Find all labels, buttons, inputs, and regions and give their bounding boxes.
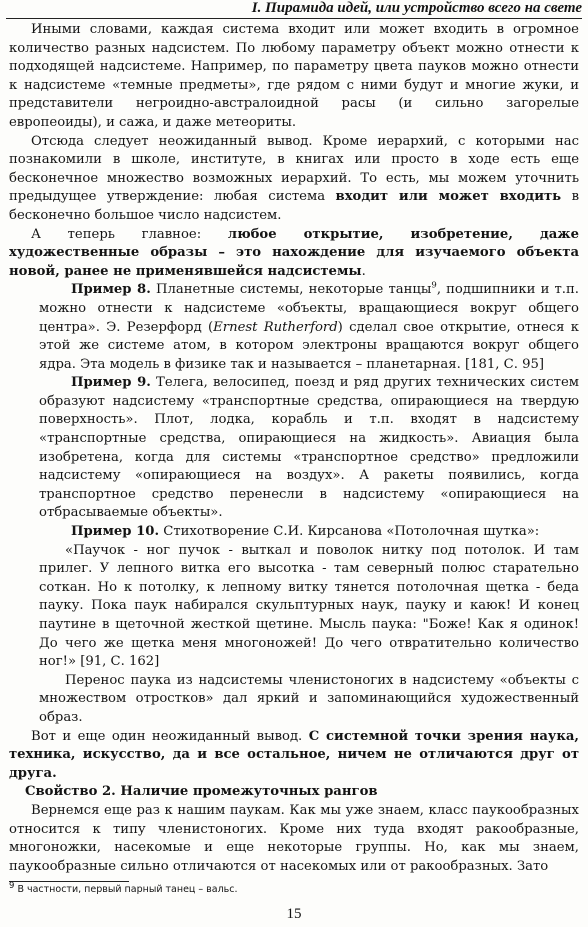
example-9-text: Телега, велосипед, поезд и ряд других технических систем образуют надсистему «транспортные средства, опирающиеся на твердую поверхность». Плот, лодка, корабль и т.п. входят в надсистему «транспортные средства, опирающиеся на жидкость». Авиация была изобретена, когда для системы «транспортное средство» предложили надсистему «опирающиеся на воздух». А ракеты появились, когда транспортное средство перенесли в надсистему «опирающиеся на отбрасываемые объекты». [39,375,580,521]
paragraph-2-text-a: Отсюда следует неожиданный вывод. Кроме иерархий, с которыми нас познакомили в школе, институте, в книгах или просто в ходе есть еще бесконечное множество возможных иерархий. То есть, мы можем уточнить предыдущее утверждение: любая система [9,133,579,205]
paragraph-2-text-c: в бесконечно большое число надсистем. [9,189,579,223]
paragraph-5: Вернемся еще раз к нашим паукам. Как мы уже знаем, класс паукообразных относится к типу членистоногих. Кроме них туда входят ракообразные, многоножки, насекомые и еще некоторые группы. Но, как мы знаем, паукообразные сильно отличаются от насекомых или от ракообразных. Зато [9,802,579,874]
footnote-number: 9 [9,880,15,891]
example-10-intro: Стихотворение С.И. Кирсанова «Потолочная шутка»: [159,524,540,540]
example-8 [39,281,579,374]
example-8-label: Пример 8. [71,282,151,298]
example-9-label: Пример 9. [71,375,151,391]
paragraph-1: Иными словами, каждая система входит или может входить в огромное количество разных надсистем. По любому параметру объект можно отнести к подходящей надсистеме. Например, по параметру цвета пауков можно отнести к надсистеме «темные предметы», где рядом с ними будут и многие жуки, и представители негроидно-австралоидной расы (и сильно загорелые европеоиды), и сажа, и даже метеориты. [9,22,579,130]
example-8-text-a: Планетные системы, некоторые танцы [150,282,432,298]
paragraph-3-text-a: А теперь главное: [31,226,228,242]
example-8-text-c: ) сделал свое открытие, отнеся к этой же системе атом, в котором электроны вращаются вокруг общего ядра. Эта модель в физике так и называется – планетарная. [181, С. 95] [39,319,579,372]
example-10-label: Пример 10. [71,524,160,540]
poem-quote: «Паучок - ног пучок - выткал и поволок нитку под потолок. И там прилег. У лепного витка его высотка - там северный полюс старательно соткан. Но к потолку, к лепному витку тянется потолочная щетка - беда пауку. Пока паук набирался скульптурных наук, пауку и каюк! И конец паутине в щеточной жесткой щетине. Мысль паука: "Боже! Как я одинок! До чего же щетка меня многоножей! До чего отвратительно количество ног!» [91, С. 162] [39,542,579,670]
example-10 [39,523,579,542]
paragraph-4-text-a: Вот и еще один неожиданный вывод. [31,728,309,744]
property-title: Наличие промежуточных рангов [115,784,378,800]
paragraph-2-bold: входит или может входить [335,189,562,205]
example-8-latin-name: Ernest Rutherford [213,319,338,335]
example-8-text-b: , подшипники и т.п. можно отнести к надсистеме «объекты, вращающиеся вокруг общего центра». Э. Резерфорд ( [39,282,579,335]
paragraph-3 [9,226,579,282]
paragraph-2 [9,133,579,226]
footnote-ref-9: 9 [431,280,437,291]
property-label: Свойство 2. [25,784,116,800]
example-9 [39,374,579,523]
page-body [9,21,579,876]
page-number: 15 [286,906,302,922]
footnote-text: В частности, первый парный танец – вальс. [14,884,238,895]
paragraph-4-bold: С системной точки зрения наука, техника, искусство, да и все остальное, ничем не отличаются друг от друга. [9,728,579,781]
paragraph-3-bold: любое открытие, изобретение, даже художественные образы – это нахождение для изучаемого объекта новой, ранее не применявшейся надсистемы [9,226,579,279]
property-heading [9,783,579,802]
paragraph-3-text-c: . [361,263,366,279]
footnote-divider [9,881,129,882]
running-header: I. Пирамида идей, или устройство всего на свете [6,0,582,19]
footnote [9,880,569,896]
example-10-conclusion: Перенос паука из надсистемы членистоногих в надсистему «объекты с множеством отростков» дал яркий и запоминающийся художественный образ. [39,672,579,725]
paragraph-4 [9,728,579,784]
